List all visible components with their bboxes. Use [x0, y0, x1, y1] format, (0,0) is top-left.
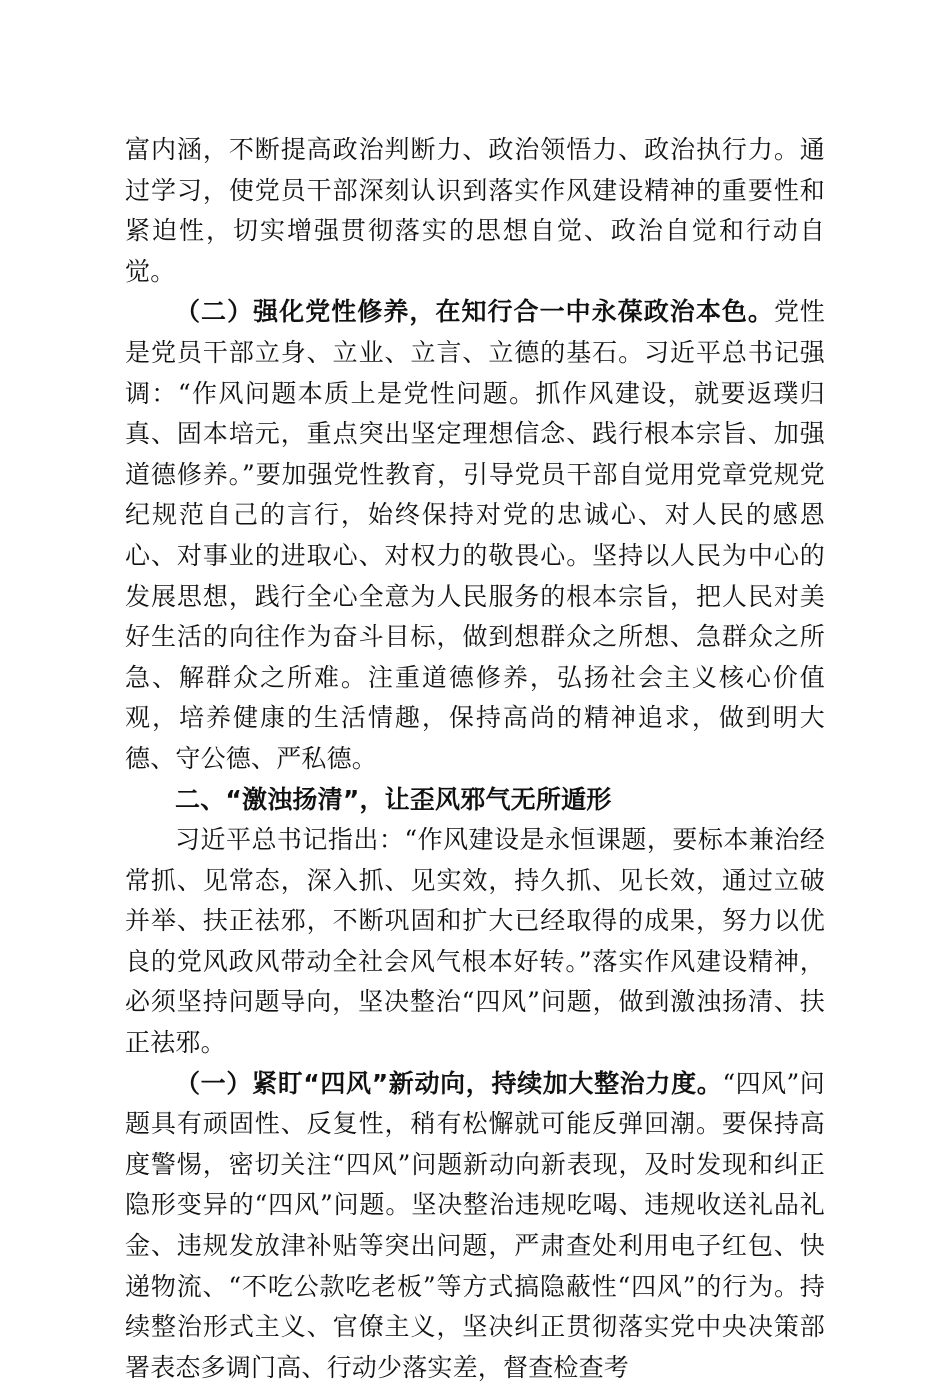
section-heading-2: 二、“激浊扬清”，让歪风邪气无所遁形 [175, 784, 612, 814]
paragraph-party-spirit [125, 292, 825, 779]
paragraph-continuation: 富内涵，不断提高政治判断力、政治领悟力、政治执行力。通过学习，使党员干部深刻认识到落实作风建设精神的重要性和紧迫性，切实增强贯彻落实的思想自觉、政治自觉和行动自觉。 [125, 135, 825, 286]
document-body [125, 130, 825, 1388]
paragraph-section-2-intro: 习近平总书记指出：“作风建设是永恒课题，要标本兼治经常抓、见常态，深入抓、见实效，持久抓、见长效，通过立破并举、扶正祛邪，不断巩固和扩大已经取得的成果，努力以优良的党风政风带动全社会风气根本好转。”落实作风建设精神，必须坚持问题导向，坚决整治“四风”问题，做到激浊扬清、扶正祛邪。 [125, 825, 825, 1058]
paragraph-party-spirit-body: 党性是党员干部立身、立业、立言、立德的基石。习近平总书记强调：“作风问题本质上是党性问题。抓作风建设，就要返璞归真、固本培元，重点突出坚定理想信念、践行根本宗旨、加强道德修养。”要加强党性教育，引导党员干部自觉用党章党规党纪规范自己的言行，始终保持对党的忠诚心、对人民的感恩心、对事业的进取心、对权力的敬畏心。坚持以人民为中心的发展思想，践行全心全意为人民服务的根本宗旨，把人民对美好生活的向往作为奋斗目标，做到想群众之所想、急群众之所急、解群众之所难。注重道德修养，弘扬社会主义核心价值观，培养健康的生活情趣，保持高尚的精神追求，做到明大德、守公德、严私德。 [125, 297, 825, 773]
paragraph-four-winds-body: “四风”问题具有顽固性、反复性，稍有松懈就可能反弹回潮。要保持高度警惕，密切关注“四风”问题新动向新表现，及时发现和纠正隐形变异的“四风”问题。坚决整治违规吃喝、违规收送礼品礼金、违规发放津补贴等突出问题，严肃查处利用电子红包、快递物流、“不吃公款吃老板”等方式搞隐蔽性“四风”的行为。持续整治形式主义、官僚主义，坚决纠正贯彻落实党中央决策部署表态多调门高、行动少落实差，督查检查考 [125, 1068, 825, 1382]
subheading-four-winds: （一）紧盯“四风”新动向，持续加大整治力度。 [175, 1068, 723, 1098]
subheading-strengthen-party-spirit: （二）强化党性修养，在知行合一中永葆政治本色。 [175, 297, 774, 327]
paragraph-four-winds [125, 1064, 825, 1388]
